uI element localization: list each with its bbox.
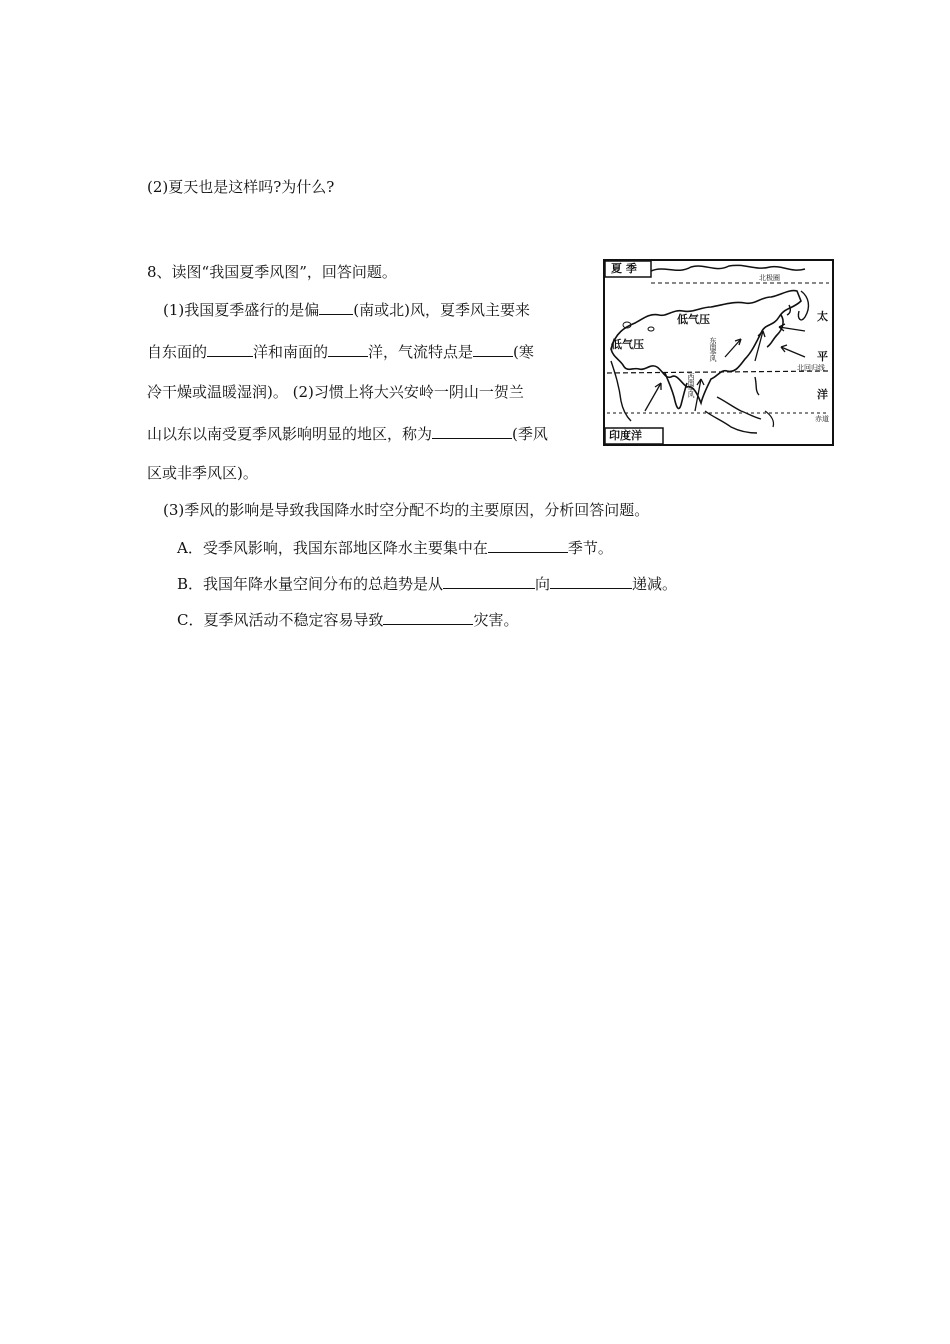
map-pacific-label: 平 [817,350,828,363]
q8-title: 8、读图“我国夏季风图”，回答问题。 [147,263,397,281]
map-se-monsoon-label: 东南季风 [709,337,717,361]
q8-part2-line4 [147,423,548,444]
q8-text: 自东面的 [147,343,208,361]
q8-text: 递减。 [632,575,678,593]
q8-text: A．受季风影响，我国东部地区降水主要集中在 [177,539,488,557]
map-equator-label: 赤道 [815,415,829,423]
q8-text: 洋和南面的 [253,343,329,361]
q8-part1-line2 [147,341,534,362]
answer-blank-region[interactable] [432,423,512,439]
q8-part3-a [177,537,613,558]
q8-text: 季节。 [567,539,613,557]
q8-text: (南或北)风，夏季风主要来 [353,301,530,319]
q8-text: (1)我国夏季盛行的是偏 [163,301,320,319]
answer-blank-season[interactable] [488,537,568,553]
map-season-label: 夏 季 [611,262,637,275]
map-pacific-label: 洋 [817,388,828,401]
q8-part3-intro: (3)季风的影响是导致我国降水时空分配不均的主要原因，分析回答问题。 [163,501,650,519]
map-pacific-label: 太 [817,310,828,323]
q8-text: 向 [535,575,551,593]
map-low-pressure-label: 低气压 [677,313,710,326]
q8-part3-b [177,573,677,594]
q8-text: (寒 [513,343,534,361]
q8-text: 山以东以南受夏季风影响明显的地区，称为 [147,425,433,443]
answer-blank-wind-direction[interactable] [319,299,353,315]
map-arctic-circle-label: 北极圈 [759,274,780,282]
q8-text: B．我国年降水量空间分布的总趋势是从 [177,575,444,593]
q8-text: C．夏季风活动不稳定容易导致 [177,611,384,629]
map-low-pressure-label: 低气压 [611,338,644,351]
q8-text: 洋，气流特点是 [368,343,474,361]
q8-part1-line1 [163,299,530,320]
q8-part3-c [177,609,519,630]
map-indian-ocean-label: 印度洋 [609,429,642,442]
answer-blank-disaster[interactable] [383,609,473,625]
answer-blank-airflow[interactable] [473,341,513,357]
answer-blank-south-ocean[interactable] [328,341,368,357]
answer-blank-to[interactable] [550,573,632,589]
map-sw-monsoon-label: 西南季风 [687,373,695,397]
summer-monsoon-map [603,259,834,446]
answer-blank-east-ocean[interactable] [207,341,253,357]
map-tropic-label: 北回归线 [797,364,825,372]
q8-part2-line5: 区或非季风区)。 [147,464,258,482]
q8-text: 灾害。 [473,611,519,629]
q8-part1-line3: 冷干燥或温暖湿润)。 (2)习惯上将大兴安岭一阴山一贺兰 [147,383,524,401]
q8-text: (季风 [512,425,548,443]
answer-blank-from[interactable] [443,573,535,589]
q7-part2-question: (2)夏天也是这样吗?为什么? [147,178,335,196]
